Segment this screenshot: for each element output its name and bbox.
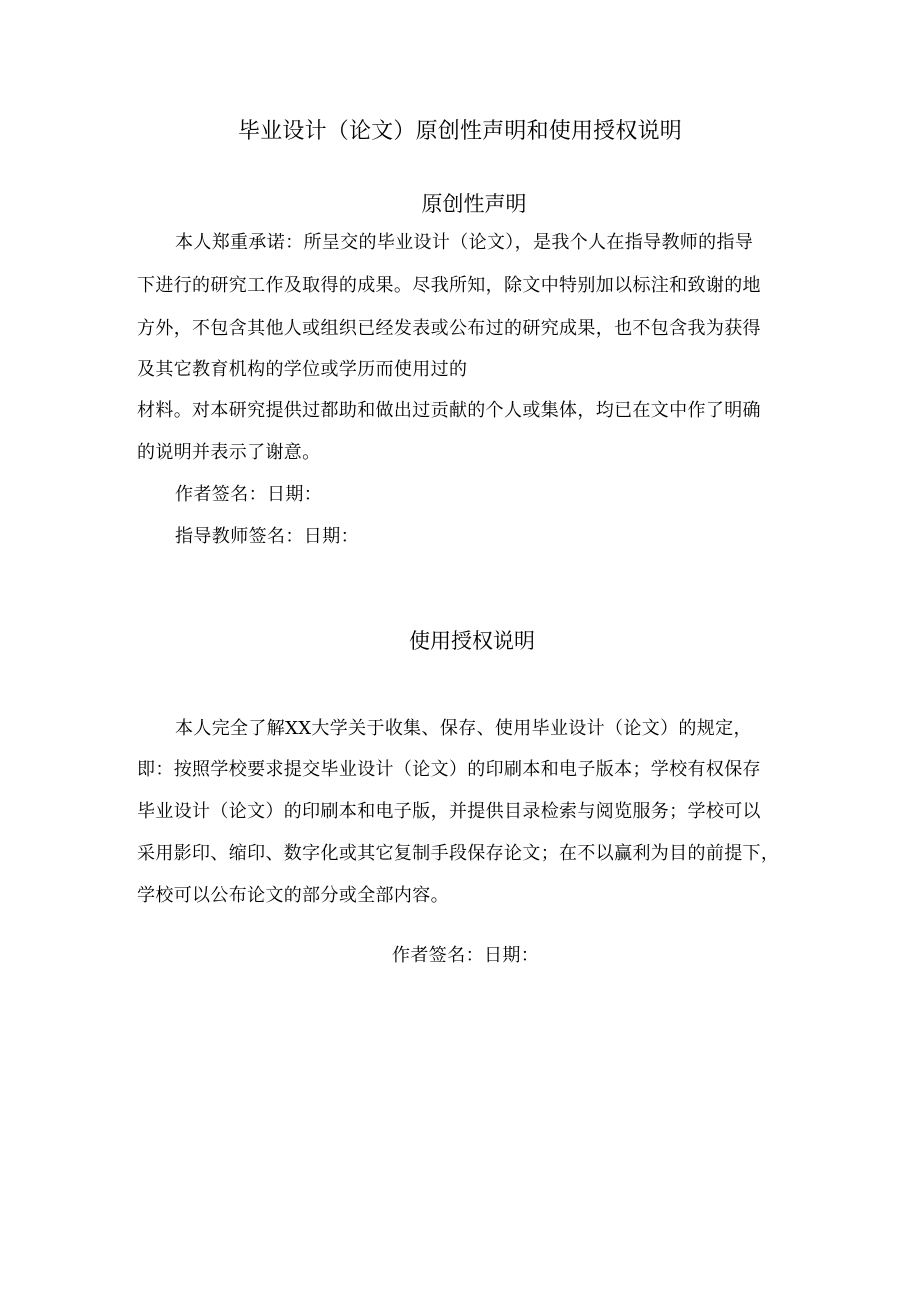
originality-line: 及其它教育机构的学位或学历而使用过的	[137, 359, 468, 380]
author-signature-date: 作者签名：日期：	[175, 484, 323, 505]
authorization-line: 即：按照学校要求提交毕业设计（论文）的印刷本和电子版本；学校有权保存	[137, 759, 761, 780]
originality-line: 的说明并表示了谢意。	[137, 442, 321, 463]
document-title: 毕业设计（论文）原创性声明和使用授权说明	[237, 119, 682, 144]
originality-line: 方外，不包含其他人或组织已经发表或公布过的研究成果，也不包含我为获得	[137, 318, 761, 339]
advisor-signature-date: 指导教师签名：日期：	[175, 526, 359, 547]
authorization-line: 采用影印、缩印、数字化或其它复制手段保存论文；在不以赢利为目的前提下，	[137, 843, 780, 864]
authorization-author-signature-date: 作者签名：日期：	[392, 945, 540, 966]
originality-line: 下进行的研究工作及取得的成果。尽我所知，除文中特别加以标注和致谢的地	[137, 275, 761, 296]
authorization-line: 本人完全了解XX大学关于收集、保存、使用毕业设计（论文）的规定，	[175, 718, 752, 739]
originality-line: 材料。对本研究提供过都助和做出过贡献的个人或集体，均已在文中作了明确	[137, 400, 761, 421]
authorization-line: 毕业设计（论文）的印刷本和电子版，并提供目录检索与阅览服务；学校可以	[137, 801, 761, 822]
originality-line: 本人郑重承诺：所呈交的毕业设计（论文），是我个人在指导教师的指导	[175, 232, 754, 253]
authorization-heading: 使用授权说明	[409, 629, 535, 653]
originality-heading: 原创性声明	[421, 192, 527, 216]
authorization-line: 学校可以公布论文的部分或全部内容。	[137, 885, 449, 906]
